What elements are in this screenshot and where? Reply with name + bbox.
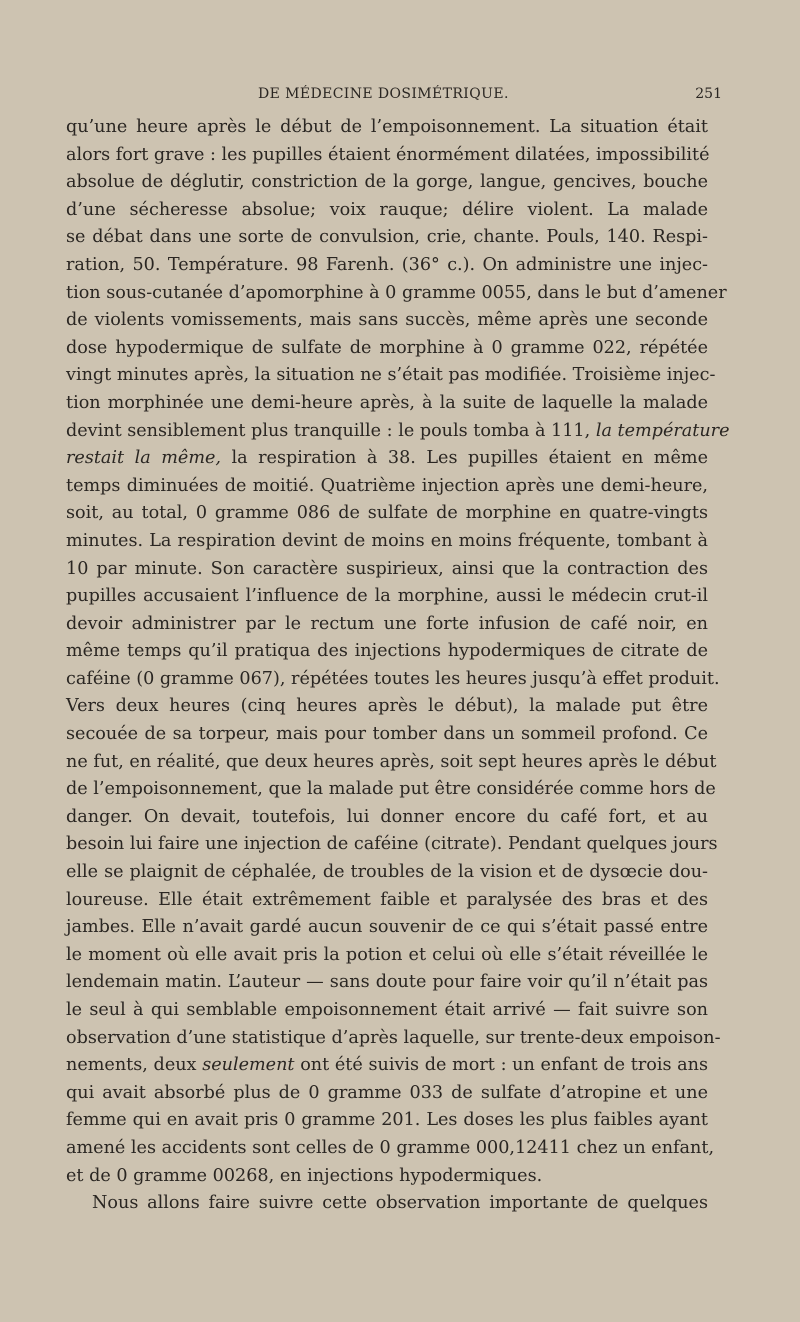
text-line: loureuse. Elle était extrêmement faible et paralysée des bras et des [66,889,708,910]
text-line-with-italic [66,418,730,446]
text-line: le moment où elle avait pris la potion et celui où elle s’était réveillée le [66,944,708,965]
page-header [64,86,722,110]
running-title: DE MÉDECINE DOSIMÉTRIQUE. [258,86,509,102]
text-line: amené les accidents sont celles de 0 gramme 000,12411 chez un enfant, [66,1137,715,1158]
text-line: soit, au total, 0 gramme 086 de sulfate de morphine en quatre-vingts [66,503,708,524]
text-line: qui avait absorbé plus de 0 gramme 033 de sulfate d’atropine et une [66,1082,708,1103]
text-line: Vers deux heures (cinq heures après le début), la malade put être [66,696,708,717]
text-line: devoir administrer par le rectum une forte infusion de café noir, en [66,613,708,634]
text-line: alors fort grave : les pupilles étaient énormément dilatées, impossibilité [66,144,710,165]
text-line: ration, 50. Température. 98 Farenh. (36° c.). On administre une injec- [66,254,708,275]
text-line: observation d’une statistique d’après laquelle, sur trente-deux empoison- [66,1027,721,1048]
paragraph-start-line: Nous allons faire suivre cette observation importante de quelques [92,1193,708,1214]
text-line: même temps qu’il pratiqua des injections hypodermiques de citrate de [66,641,708,662]
text-line: de violents vomissements, mais sans succès, même après une seconde [66,310,708,331]
text-segment: nements, deux [66,1055,197,1076]
text-line-with-italic [66,445,708,473]
italic-phrase: seulement [202,1055,295,1076]
text-line-with-italic [66,1052,708,1080]
text-line: le seul à qui semblable empoisonnement était arrivé — fait suivre son [66,1000,708,1020]
text-line: ne fut, en réalité, que deux heures après, soit sept heures après le début [66,751,717,772]
text-line: temps diminuées de moitié. Quatrième injection après une demi-heure, [66,475,708,496]
text-line: secouée de sa torpeur, mais pour tomber dans un sommeil profond. Ce [66,724,708,745]
text-line: 10 par minute. Son caractère suspirieux, ainsi que la contraction des [66,558,708,579]
text-line: absolue de déglutir, constriction de la gorge, langue, gencives, bouche [66,172,708,193]
text-line: jambes. Elle n’avait gardé aucun souvenir de ce qui s’était passé entre [66,917,708,938]
text-line: tion sous-cutanée d’apomorphine à 0 gramme 0055, dans le but d’amener [66,282,727,303]
text-segment: la respiration à 38. Les pupilles étaient en même [231,448,708,469]
text-segment: devint sensiblement plus tranquille : le pouls tomba à 111, [66,420,591,441]
text-line: vingt minutes après, la situation ne s’était pas modifiée. Troisième injec- [66,365,716,386]
text-line: besoin lui faire une injection de caféine (citrate). Pendant quelques jours [66,834,718,855]
body-text [66,114,730,1218]
text-line: qu’une heure après le début de l’empoisonnement. La situation était [66,117,708,137]
text-line: femme qui en avait pris 0 gramme 201. Les doses les plus faibles ayant [66,1110,708,1131]
text-line: minutes. La respiration devint de moins en moins fréquente, tombant à [66,530,708,551]
page-number: 251 [695,86,722,102]
text-line: se débat dans une sorte de convulsion, crie, chante. Pouls, 140. Respi- [66,227,708,248]
text-line: d’une sécheresse absolue; voix rauque; délire violent. La malade [66,199,708,220]
text-line: tion morphinée une demi-heure après, à la suite de laquelle la malade [66,392,708,413]
italic-phrase: restait la même, [66,448,222,469]
text-line: caféine (0 gramme 067), répétées toutes les heures jusqu’à effet produit. [66,668,720,689]
text-line: et de 0 gramme 00268, en injections hypodermiques. [66,1165,543,1186]
text-line: elle se plaignit de céphalée, de troubles de la vision et de dysœcie dou- [66,862,708,883]
italic-phrase: la température [595,420,730,441]
text-line: de l’empoisonnement, que la malade put être considérée comme hors de [66,779,716,800]
text-line: danger. On devait, toutefois, lui donner encore du café fort, et au [66,806,708,827]
text-line: pupilles accusaient l’influence de la morphine, aussi le médecin crut-il [66,586,708,607]
text-line: lendemain matin. L’auteur — sans doute pour faire voir qu’il n’était pas [66,972,708,993]
text-line: dose hypodermique de sulfate de morphine à 0 gramme 022, répétée [66,337,708,358]
text-segment: ont été suivis de mort : un enfant de trois ans [300,1055,709,1076]
